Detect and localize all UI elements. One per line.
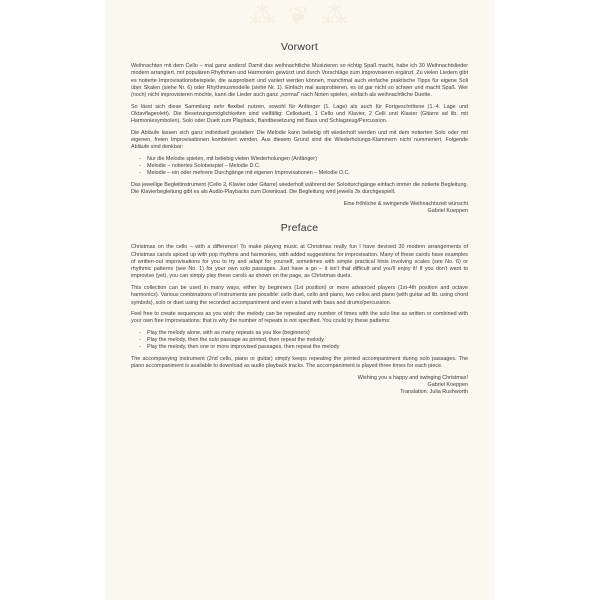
english-paragraph: Feel free to create sequences as you wish: the melody can be repeated any number of times with the solo line as written or combined with your own free improvisations: that is why the number of repeats is not specified. You could try these patterns: xyxy=(131,311,468,325)
german-author: Gabriel Koeppen xyxy=(427,207,468,214)
english-paragraph: This collection can be used in many ways, either by beginners (1st position) or more advanced players (1st-4th position and octave harmonics). Various combinations of instruments are possible: cello duet, cello and piano, two cellos and piano (with guitar ad lib. using chord symbols), solo or duet using the recorded accompaniment and even a band with bass and drums/percussion. xyxy=(131,284,468,306)
english-closing-paragraph: The accompanying instrument (2nd cello, piano or guitar) simply keeps repeating the printed accompaniment during solo passages. The piano accompaniment is available to download as audio playback tracks. The accompaniment is played three times for each piece. xyxy=(131,355,468,370)
german-signature xyxy=(131,201,468,216)
section-gap xyxy=(131,215,468,222)
german-paragraph: Weihnachten mit dem Cello – mal ganz anders! Damit das weihnachtliche Musizieren so richtig Spaß macht, habe ich 30 Weihnachtslieder modern arrangiert, mit populären Rhythmen und Harmonien gewürzt und durch Vorschläge zum Improvisieren ergänzt. Zu vielen Liedern gibt es notierte Improvisationsbeispiele, die ausprobiert und variiert werden können, manchmal auch einfache praktische Tipps für eigene Soli über Skalen (siehe Nr. 6) oder Rhythmusmodelle (siehe Nr. 1). Einfach mal ausprobieren, es ist gar nicht so schwer und macht Spaß. Wer (noch) nicht improvisieren möchte, kann die Lieder auch ganz „normal“ nach Noten spielen, einfach als weihnachtliche Duette. xyxy=(131,63,468,99)
english-signoff: Wishing you a happy and swinging Christmas! xyxy=(357,374,468,381)
german-paragraph: So lässt sich diese Sammlung sehr flexibel nutzen, sowohl für Anfänger (1. Lage) als auch für Fortgeschrittene (1.-4. Lage und Oktavflageolett). Die Besetzungsmöglichkeiten sind vielfältig: Celloduett, 1 Cello und Klavier, 2 Celli und Klavier (Gitarre ad lib. mit Harmoniesymbolen), Solo oder Duett zum Playback, Bandbesetzung mit Bass und Schlagzeug/Percussion. xyxy=(131,103,468,125)
list-item: - Play the melody alone, with as many repeats as you like (beginners) xyxy=(139,330,468,337)
english-author: Gabriel Koeppen xyxy=(427,381,468,388)
german-section xyxy=(131,41,468,215)
list-item: - Play the melody, then the solo passage as printed, then repeat the melody xyxy=(139,337,468,344)
english-title: Preface xyxy=(280,222,319,235)
page-content xyxy=(131,41,468,397)
list-item: - Play the melody, then one or more improvised passages, then repeat the melody xyxy=(139,344,468,351)
german-title: Vorwort xyxy=(281,41,318,53)
faded-header-watermark: ⁂ ❦ ⁂ xyxy=(249,2,350,32)
page-sheet xyxy=(106,0,493,600)
english-list xyxy=(131,330,468,352)
english-paragraph: Christmas on the cello – with a difference! To make playing music at Christmas really fun I have devised 30 modern arrangements of Christmas carols spiced up with pop rhythms and harmonies, with added suggestions for improvisation. Many of these carols have examples of written-out improvisations for you to try and adapt for yourself, sometimes with simple practical hints involving scales (see No. 6) or rhythmic patterns (see No. 1) for your own solo passages. Just have a go – it isn't that difficult and you'll enjoy it! If you don't want to improvise (yet), you can simply play these carols as shown on the page, as Christmas duets. xyxy=(131,244,468,280)
translation-credit: Translation: Julia Rushworth xyxy=(400,389,468,396)
english-signature xyxy=(131,375,468,397)
german-paragraph: Die Abläufe lassen sich ganz individuell gestalten: Die Melodie kann beliebig oft wiederholt werden und mit dem notierten Solo oder mit eigenen, freien Improvisationen kombiniert werden. Aus diesem Grund sind die Wiederholungs-Klammern nicht nummeriert. Folgende Abläufe sind denkbar: xyxy=(131,129,468,151)
german-signoff: Eine fröhliche & swingende Weihnachtszeit wünscht xyxy=(343,200,468,207)
german-closing-paragraph: Das jeweilige Begleitinstrument (Cello 2, Klavier oder Gitarre) wiederholt während der Solodurchgänge einfach immer die notierte Begleitung. Die Klavierbegleitung gibt es als Audio-Playbacks zum Download. Die Begleitung wird jeweils 3x durchgespielt. xyxy=(131,181,468,196)
list-item: - Melodie – ein oder mehrere Durchgänge mit eigenen Improvisationen – Melodie D.C. xyxy=(139,170,468,177)
list-item: - Melodie – notiertes Solobeispiel – Melodie D.C. xyxy=(139,163,468,170)
list-item: - Nur die Melodie spielen, mit beliebig vielen Wiederholungen (Anfänger) xyxy=(139,156,468,163)
english-section xyxy=(131,222,468,396)
german-list xyxy=(131,156,468,178)
